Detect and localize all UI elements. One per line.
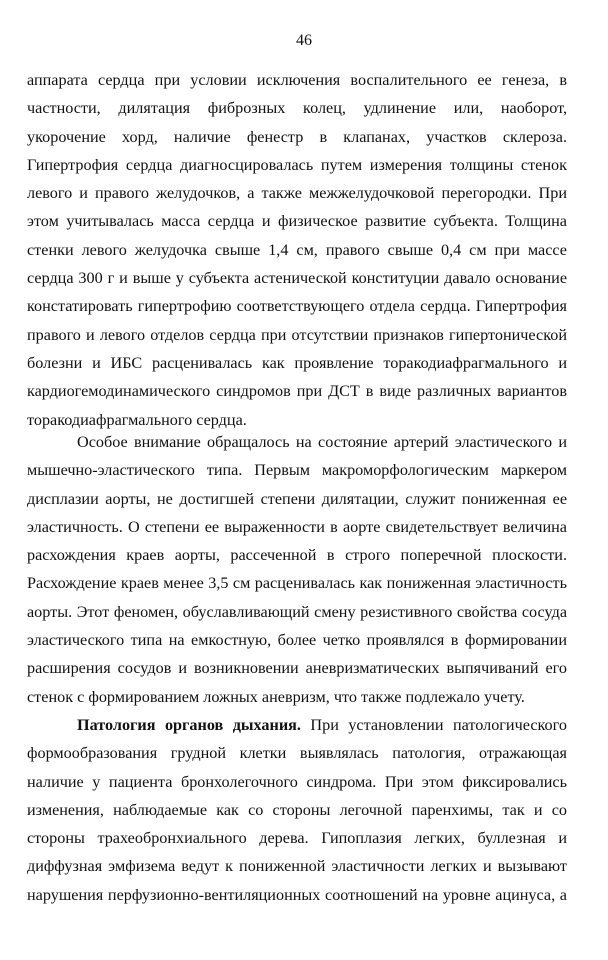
text-line: аппарата сердца при условии исключения воспалительного ее генеза, в	[27, 71, 567, 89]
text-line: формообразования грудной клетки выявлялась патология, отражающая	[27, 744, 567, 763]
text-line: стенки левого желудочка свыше 1,4 см, правого свыше 0,4 см при массе	[27, 240, 567, 259]
text-line: правого и левого отделов сердца при отсутствии признаков гипертонической	[27, 325, 567, 344]
text-line: стороны трахеобронхиального дерева. Гипоплазия легких, буллезная и	[27, 829, 567, 848]
text-line: аорты. Этот феномен, обуславливающий смену резистивного свойства сосуда	[27, 602, 567, 621]
section-heading: Патология органов дыхания.	[77, 716, 301, 734]
text-line: мышечно-эластического типа. Первым макроморфологическим маркером	[27, 461, 567, 480]
text-line: дисплазии аорты, не достигшей степени дилятации, служит пониженная ее	[27, 489, 567, 508]
text-line: Расхождение краев менее 3,5 см расценивалась как пониженная эластичность	[27, 574, 567, 593]
text-line: торакодиафрагмального сердца.	[27, 410, 247, 429]
text-line	[27, 711, 567, 739]
text-line: болезни и ИБС расценивалась как проявление торакодиафрагмального и	[27, 353, 567, 372]
text-line: Особое внимание обращалось на состояние артерий эластического и	[77, 433, 567, 451]
text-line: сердца 300 г и выше у субъекта астенической конституции давало основание	[27, 269, 567, 288]
text-line: частности, дилятация фиброзных колец, удлинение или, наоборот,	[27, 99, 567, 118]
paragraph-heart-hypertrophy	[27, 66, 567, 434]
text-line: расхождения краев аорты, рассеченной в строго поперечной плоскости.	[27, 546, 567, 565]
text-line: кардиогемодинамического синдромов при ДСТ в виде различных вариантов	[27, 382, 567, 401]
text-line: эластического типа на емкостную, более четко проявлялся в формировании	[27, 631, 567, 650]
paragraph-respiratory-pathology	[27, 711, 567, 909]
text-line: расширения сосудов и возникновении аневризматических выпячиваний его	[27, 659, 567, 678]
heading-line-rest: При установлении патологического	[300, 716, 567, 734]
text-line: стенок с формированием ложных аневризм, что также подлежало учету.	[27, 687, 525, 706]
text-line: констатировать гипертрофию соответствующего отдела сердца. Гипертрофия	[27, 297, 567, 316]
text-line: этом учитывалась масса сердца и физическое развитие субъекта. Толщина	[27, 212, 567, 231]
text-line: изменения, наблюдаемые как со стороны легочной паренхимы, так и со	[27, 800, 567, 819]
text-line: диффузная эмфизема ведут к пониженной эластичности легких и вызывают	[27, 857, 567, 876]
text-line: наличие у пациента бронхолегочного синдрома. При этом фиксировались	[27, 772, 567, 791]
text-line: нарушения перфузионно-вентиляционных соотношений на уровне ацинуса, а	[27, 885, 567, 904]
paragraph-aorta	[27, 428, 567, 711]
text-line: укорочение хорд, наличие фенестр в клапанах, участков склероза.	[27, 127, 567, 146]
text-line: эластичность. О степени ее выраженности в аорте свидетельствует величина	[27, 517, 567, 536]
text-line: Гипертрофия сердца диагносцировалась путем измерения толщины стенок	[27, 155, 567, 174]
text-line: левого и правого желудочков, а также межжелудочковой перегородки. При	[27, 184, 567, 203]
page-number: 46	[296, 32, 312, 49]
